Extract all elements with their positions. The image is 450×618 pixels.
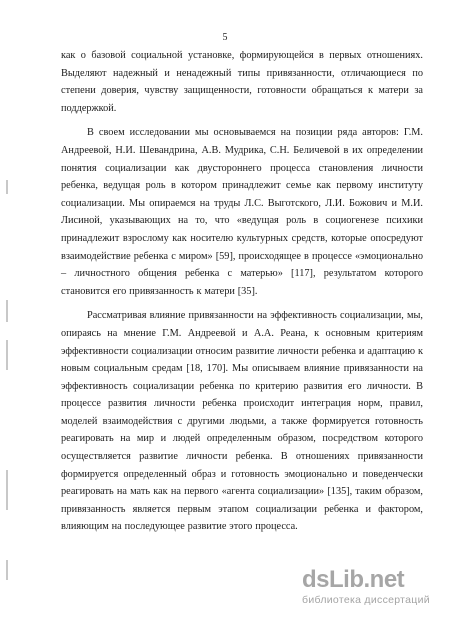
paragraph-1: как о базовой социальной установке, формирующейся в первых отношениях. Выделяют надежный и ненадежный типы привязанности, отличающиеся по степени доверия, чувству защищенности, готовности обращаться к матери за поддержкой. xyxy=(61,50,423,114)
watermark-logo: dsLib.net xyxy=(302,566,405,593)
gutter-mark xyxy=(6,560,8,580)
paragraph-2: В своем исследовании мы основываемся на позиции ряда авторов: Г.М. Андреевой, Н.И. Шевандрина, А.В. Мудрика, С.Н. Беличевой в их определении понятия социализации как двустороннего процесса становления личности ребенка, ведущая роль в котором принадлежит семье как первому институту социализации. Мы опираемся на труды Л.С. Выготского, Л.И. Божович и М.И. Лисиной, указывающих на то, что «ведущая роль в социогенезе психики принадлежит взрослому как носителю культурных средств, которые опосредуют взаимодействие ребенка с миром» [59], происходящее в процессе «эмоционально – личностного общения ребенка с матерью» [117], результатом которого становится его привязанность к матери [35]. xyxy=(61,127,423,297)
watermark xyxy=(302,566,442,610)
scan-gutter-marks xyxy=(2,180,16,600)
document-body xyxy=(61,47,423,543)
gutter-mark xyxy=(6,470,8,510)
watermark-tagline: библиотека диссертаций xyxy=(302,594,430,606)
page-number: 5 xyxy=(222,32,228,43)
gutter-mark xyxy=(6,180,8,194)
paragraph-3: Рассматривая влияние привязанности на эффективность социализации, мы, опираясь на мнение Г.М. Андреевой и А.А. Реана, к основным критериям эффективности социализации относим развитие личности ребенка и адаптацию к новым социальным средам [18, 170]. Мы описываем влияние привязанности на эффективность социализации ребенка по критерию развития его личности. В процессе развития личности ребенка происходит интеграция норм, правил, моделей взаимодействия с другими людьми, а также формируется готовность реагировать на мир и людей определенным образом, посредством которого осуществляется развитие личности ребенка. В отношениях привязанности формируется определенный образ и готовность эмоционально и поведенчески реагировать на мать как на первого «агента социализации» [135], таким образом, привязанность является первым этапом социализации ребенка и фактором, влияющим на последующее развитие этого процесса. xyxy=(61,310,423,533)
gutter-mark xyxy=(6,340,8,370)
gutter-mark xyxy=(6,300,8,322)
